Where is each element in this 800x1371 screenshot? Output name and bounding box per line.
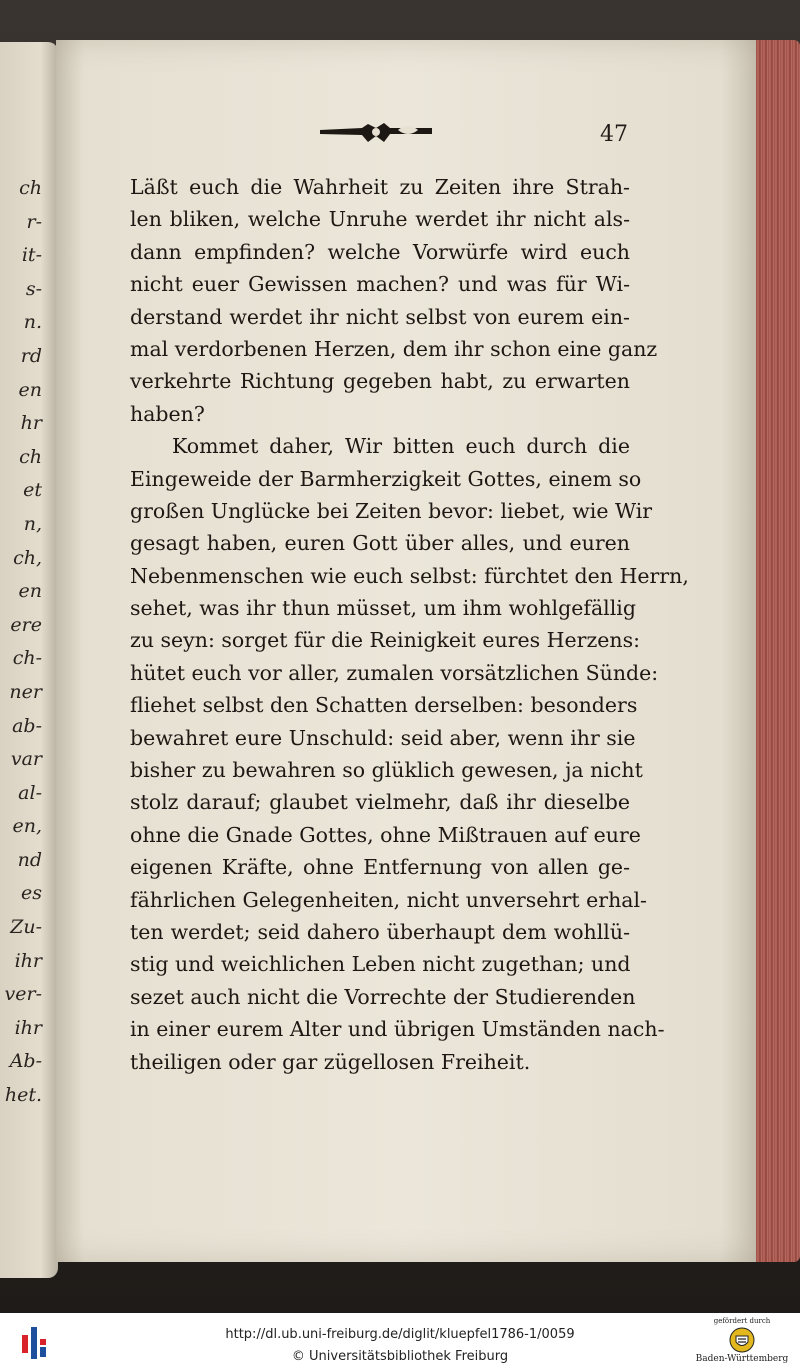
text-line: sezet auch nicht die Vorrechte der Studierenden	[130, 984, 636, 1009]
left-page-fragment: en	[18, 378, 42, 401]
sponsor-block	[692, 1317, 792, 1365]
text-line: hütet euch vor aller, zumalen vorsätzlichen Sünde:	[130, 660, 659, 685]
left-page-fragment: n,	[23, 512, 42, 535]
left-page-fragment: var	[10, 748, 42, 771]
left-page-fragment: ch	[19, 445, 42, 468]
text-line: fliehet selbst den Schatten derselben: besonders	[130, 693, 638, 718]
text-line: mal verdorbenen Herzen, dem ihr schon eine ganz	[130, 336, 658, 361]
left-page-fragment: es	[21, 882, 42, 905]
copyright-text: © Universitätsbibliothek Freiburg	[291, 1349, 509, 1364]
text-line: bisher zu bewahren so glüklich gewesen, ja nicht	[130, 758, 643, 783]
text-line: nicht euer Gewissen machen? und was für Wi-	[130, 272, 630, 297]
text-line: haben?	[130, 401, 205, 426]
text-line: stig und weichlichen Leben nicht zugethan; und	[130, 952, 631, 977]
text-line: eigenen Kräfte, ohne Entfernung von allen ge-	[130, 855, 630, 880]
left-page-fragment: rd	[20, 344, 42, 367]
left-page-fragment: ner	[9, 680, 42, 703]
left-page-fragment: Ab-	[9, 1050, 42, 1073]
text-line: stolz darauf; glaubet vielmehr, daß ihr dieselbe	[130, 790, 630, 815]
left-page-fragment: en	[18, 580, 42, 603]
source-url-link[interactable]: http://dl.ub.uni-freiburg.de/diglit/kluepfel1786-1/0059	[225, 1327, 575, 1342]
left-page-fragment: hr	[20, 412, 42, 435]
left-page-fragment: s-	[25, 277, 42, 300]
left-page-fragment: ab-	[12, 714, 42, 737]
text-line: dann empfinden? welche Vorwürfe wird euch	[130, 239, 630, 264]
left-page	[0, 42, 58, 1278]
printer-ornament-icon	[318, 120, 434, 146]
text-line: ten werdet; seid dahero überhaupt dem wohllü-	[130, 919, 630, 944]
page-number: 47	[600, 122, 628, 147]
left-page-fragment: ch,	[13, 546, 42, 569]
baden-wuerttemberg-coat-of-arms-icon	[729, 1327, 755, 1353]
left-page-fragment: ihr	[14, 1016, 42, 1039]
left-page-fragment: ver-	[4, 983, 42, 1006]
text-line: sehet, was ihr thun müsset, um ihm wohlgefällig	[130, 596, 636, 621]
left-page-fragment: en,	[12, 815, 42, 838]
text-line: zu seyn: sorget für die Reinigkeit eures Herzens:	[130, 628, 641, 653]
left-page-fragment: it-	[21, 244, 42, 267]
footer-bar	[0, 1313, 800, 1371]
left-page-fragment: Zu-	[10, 916, 42, 939]
text-line: Eingeweide der Barmherzigkeit Gottes, einem so	[130, 466, 642, 491]
left-page-fragment: ihr	[14, 949, 42, 972]
left-page-fragment: ere	[10, 613, 42, 636]
text-line: theiligen oder gar zügellosen Freiheit.	[130, 1049, 531, 1074]
body-text	[130, 171, 689, 1078]
left-page-fragment: nd	[17, 848, 42, 871]
left-page-fragment: ch	[19, 177, 42, 199]
text-line: bewahret eure Unschuld: seid aber, wenn ihr sie	[130, 725, 636, 750]
text-line: in einer eurem Alter und übrigen Umständen nach-	[130, 1017, 665, 1042]
book-fore-edge	[756, 40, 800, 1262]
right-page	[56, 40, 756, 1262]
left-page-fragment: al-	[18, 781, 42, 804]
text-line: Nebenmenschen wie euch selbst: fürchtet den Herrn,	[130, 563, 689, 588]
text-line: verkehrte Richtung gegeben habt, zu erwarten	[130, 369, 630, 394]
left-page-text	[2, 172, 42, 1113]
sponsor-caption: gefördert durch	[713, 1317, 771, 1325]
text-line: großen Unglücke bei Zeiten bevor: liebet, wie Wir	[130, 498, 653, 523]
left-page-fragment: r-	[26, 210, 42, 233]
left-page-fragment: ch-	[12, 647, 42, 670]
text-line: Läßt euch die Wahrheit zu Zeiten ihre Strah-	[130, 175, 630, 199]
left-page-fragment: et	[23, 479, 42, 502]
left-page-fragment: het.	[4, 1084, 42, 1107]
left-page-fragment: n.	[23, 311, 42, 334]
text-line: fährlichen Gelegenheiten, nicht unversehrt erhal-	[130, 887, 647, 912]
text-line: Kommet daher, Wir bitten euch durch die	[172, 434, 630, 459]
text-line: gesagt haben, euren Gott über alles, und euren	[130, 531, 630, 556]
text-line: ohne die Gnade Gottes, ohne Mißtrauen auf eure	[130, 822, 641, 847]
text-line: derstand werdet ihr nicht selbst von eurem ein-	[130, 304, 630, 329]
sponsor-name: Baden-Württemberg	[695, 1354, 789, 1364]
text-line: len bliken, welche Unruhe werdet ihr nicht als-	[130, 207, 630, 232]
